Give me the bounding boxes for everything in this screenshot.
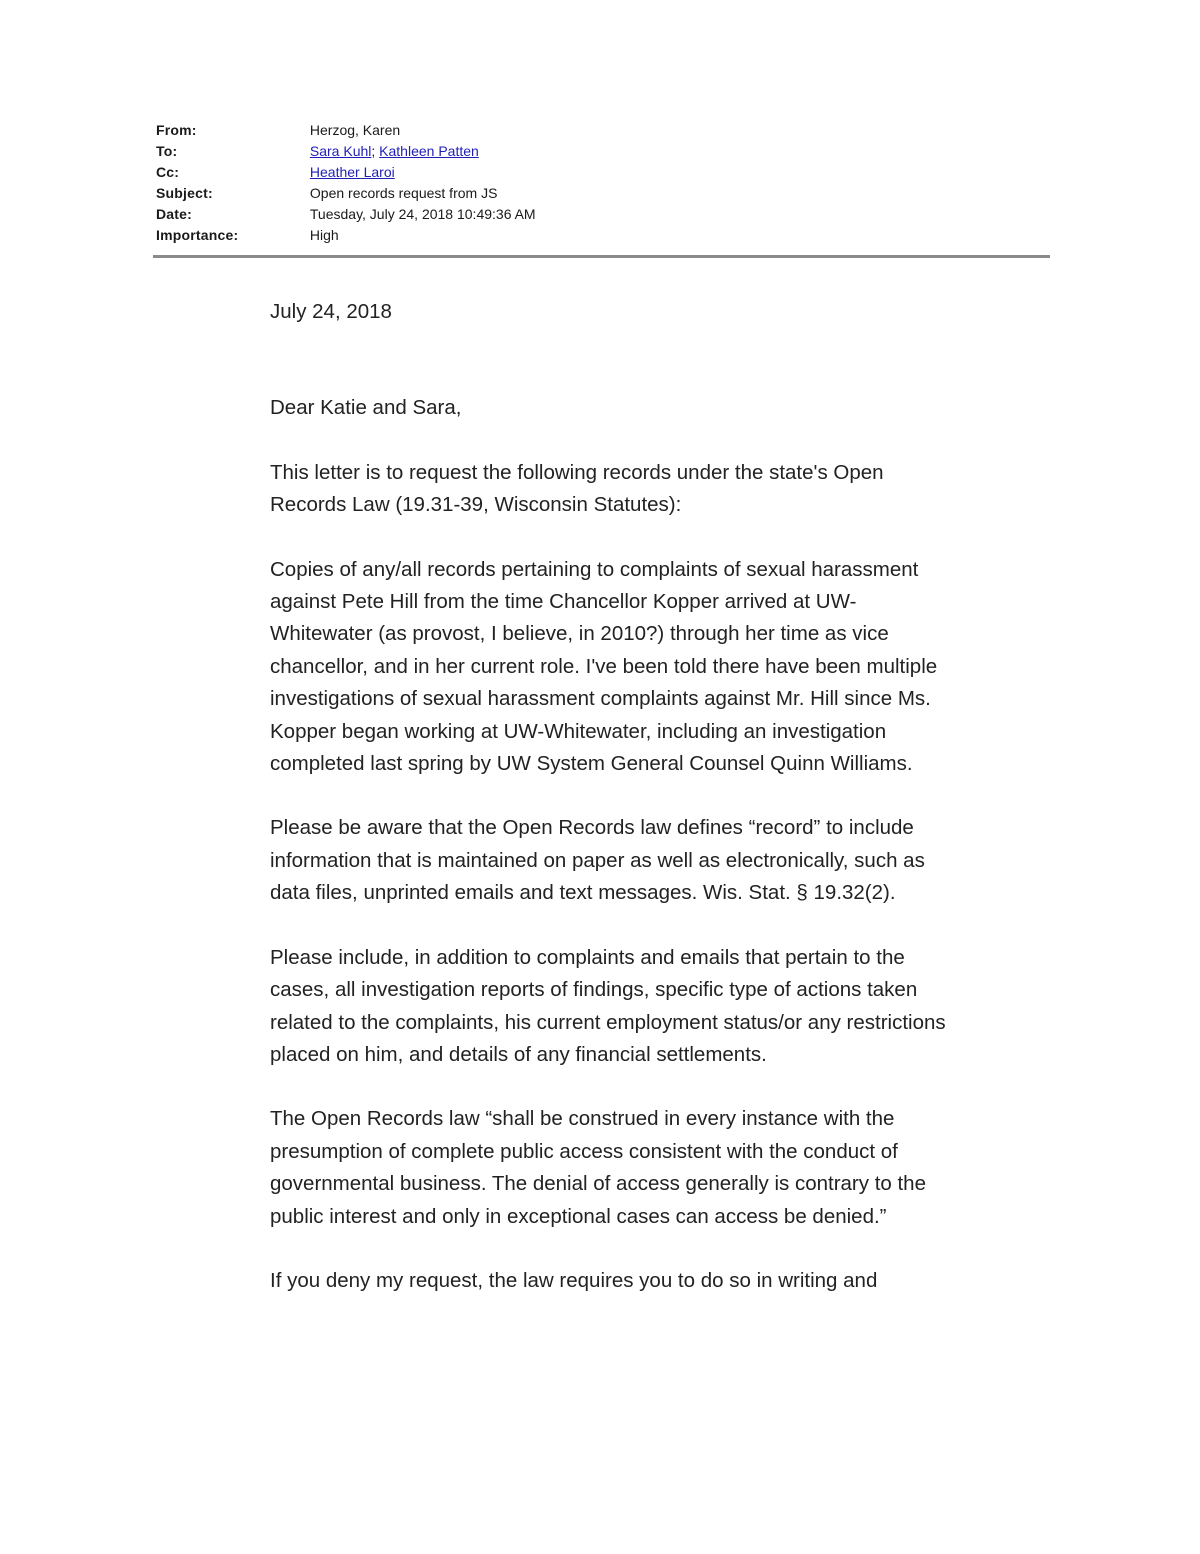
- letter-paragraph: Please be aware that the Open Records law defines “record” to include information that is maintained on paper as well as electronically, such as data files, unprinted emails and text messages. Wis. Stat. § 19.32(2).: [270, 816, 925, 905]
- cc-recipient-link[interactable]: Heather Laroi: [309, 164, 395, 180]
- subject-label: Subject:: [156, 185, 213, 201]
- date-row: [156, 204, 536, 225]
- header-divider: [153, 255, 1050, 258]
- importance-value: High: [309, 227, 339, 243]
- date-value: Tuesday, July 24, 2018 10:49:36 AM: [309, 206, 536, 222]
- to-recipient-link[interactable]: Sara Kuhl: [309, 143, 372, 159]
- to-row: [156, 141, 536, 162]
- from-value: Herzog, Karen: [309, 122, 401, 138]
- cc-label: Cc:: [156, 164, 180, 180]
- recipient-separator: ;: [371, 143, 380, 159]
- email-header: [156, 120, 536, 246]
- to-value: [310, 141, 479, 162]
- date-label: Date:: [156, 206, 193, 222]
- subject-value: Open records request from JS: [309, 185, 498, 201]
- letter-date: July 24, 2018: [270, 300, 392, 323]
- letter-paragraph: The Open Records law “shall be construed in every instance with the presumption of complete public access consistent with the conduct of governmental business. The denial of access generally is contrary to the public interest and only in exceptional cases can access be denied.”: [270, 1107, 926, 1228]
- importance-row: [156, 225, 536, 246]
- to-recipient-link[interactable]: Kathleen Patten: [379, 143, 479, 159]
- letter-paragraph: This letter is to request the following records under the state's Open Records Law (19.31-39, Wisconsin Statutes):: [270, 460, 884, 517]
- letter-paragraph: If you deny my request, the law requires you to do so in writing and: [270, 1268, 878, 1292]
- from-row: [156, 120, 536, 141]
- to-label: To:: [156, 143, 178, 159]
- cc-value: [310, 162, 395, 183]
- importance-label: Importance:: [156, 227, 239, 243]
- subject-row: [156, 183, 536, 204]
- cc-row: [156, 162, 536, 183]
- letter-paragraph: Please include, in addition to complaints and emails that pertain to the cases, all investigation reports of findings, specific type of actions taken related to the complaints, his current employment status/or any restrictions placed on him, and details of any financial settlements.: [270, 945, 946, 1066]
- from-label: From:: [156, 122, 197, 138]
- letter-body: [270, 296, 950, 1329]
- letter-paragraph: Copies of any/all records pertaining to complaints of sexual harassment against Pete Hill from the time Chancellor Kopper arrived at UW-Whitewater (as provost, I believe, in 2010?) through her time as vice chancellor, and in her current role. I've been told there have been multiple investigations of sexual harassment complaints against Mr. Hill since Ms. Kopper began working at UW-Whitewater, including an investigation completed last spring by UW System General Counsel Quinn Williams.: [270, 557, 938, 776]
- letter-salutation: Dear Katie and Sara,: [270, 396, 462, 420]
